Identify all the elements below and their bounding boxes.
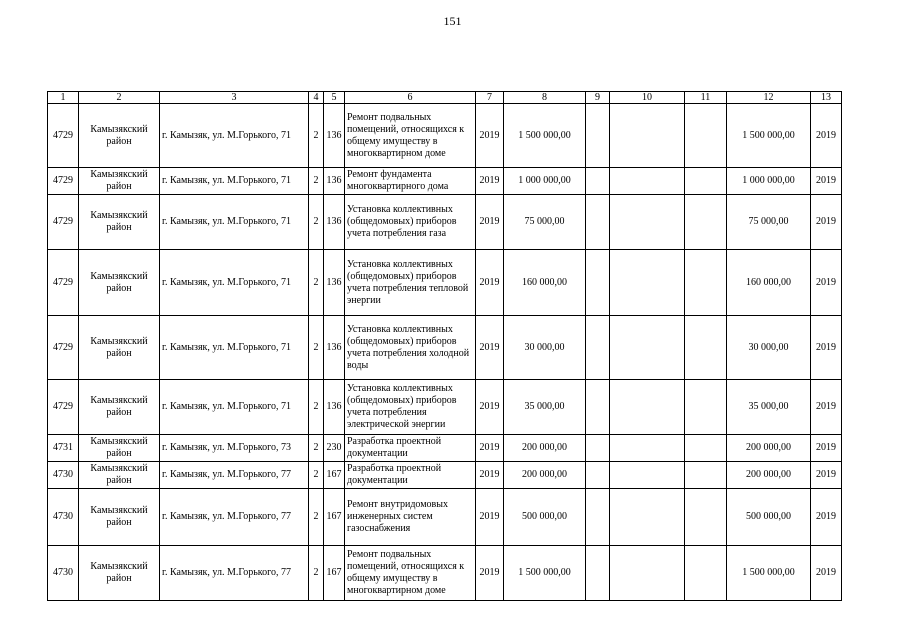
work-type: Ремонт фундамента многоквартирного дома (345, 168, 476, 195)
total-amount: 75 000,00 (727, 195, 811, 250)
col-11-value (685, 462, 727, 489)
column-header: 3 (160, 92, 309, 104)
table-row (48, 546, 842, 601)
district: Камызякский район (79, 250, 160, 316)
amount: 30 000,00 (504, 316, 586, 380)
col-4-value: 2 (309, 250, 324, 316)
address: г. Камызяк, ул. М.Горького, 77 (160, 462, 309, 489)
amount: 200 000,00 (504, 435, 586, 462)
completion-year: 2019 (811, 435, 842, 462)
work-type: Установка коллективных (общедомовых) приборов учета потребления газа (345, 195, 476, 250)
col-4-value: 2 (309, 546, 324, 601)
col-11-value (685, 168, 727, 195)
col-9-value (586, 380, 610, 435)
total-amount: 1 000 000,00 (727, 168, 811, 195)
completion-year: 2019 (811, 195, 842, 250)
col-10-value (610, 104, 685, 168)
column-header: 10 (610, 92, 685, 104)
year: 2019 (476, 435, 504, 462)
table-row (48, 316, 842, 380)
district: Камызякский район (79, 462, 160, 489)
address: г. Камызяк, ул. М.Горького, 77 (160, 546, 309, 601)
total-amount: 30 000,00 (727, 316, 811, 380)
amount: 200 000,00 (504, 462, 586, 489)
table-row (48, 435, 842, 462)
column-header: 8 (504, 92, 586, 104)
house-id: 4730 (48, 489, 79, 546)
column-header: 1 (48, 92, 79, 104)
col-10-value (610, 435, 685, 462)
amount: 160 000,00 (504, 250, 586, 316)
year: 2019 (476, 195, 504, 250)
col-11-value (685, 250, 727, 316)
col-11-value (685, 489, 727, 546)
col-9-value (586, 104, 610, 168)
district: Камызякский район (79, 316, 160, 380)
table-row (48, 250, 842, 316)
col-9-value (586, 462, 610, 489)
district: Камызякский район (79, 104, 160, 168)
col-9-value (586, 168, 610, 195)
col-11-value (685, 195, 727, 250)
work-type: Разработка проектной документации (345, 435, 476, 462)
district: Камызякский район (79, 546, 160, 601)
col-9-value (586, 195, 610, 250)
total-amount: 35 000,00 (727, 380, 811, 435)
column-header: 13 (811, 92, 842, 104)
column-header: 11 (685, 92, 727, 104)
col-5-value: 167 (324, 462, 345, 489)
work-type: Разработка проектной документации (345, 462, 476, 489)
table-row (48, 489, 842, 546)
col-5-value: 167 (324, 489, 345, 546)
total-amount: 200 000,00 (727, 462, 811, 489)
house-id: 4731 (48, 435, 79, 462)
address: г. Камызяк, ул. М.Горького, 73 (160, 435, 309, 462)
col-10-value (610, 546, 685, 601)
col-5-value: 136 (324, 168, 345, 195)
year: 2019 (476, 546, 504, 601)
table-row (48, 195, 842, 250)
total-amount: 500 000,00 (727, 489, 811, 546)
work-type: Установка коллективных (общедомовых) приборов учета потребления холодной воды (345, 316, 476, 380)
col-10-value (610, 250, 685, 316)
total-amount: 1 500 000,00 (727, 546, 811, 601)
column-number-row (48, 92, 842, 104)
col-4-value: 2 (309, 168, 324, 195)
col-10-value (610, 462, 685, 489)
col-10-value (610, 195, 685, 250)
col-9-value (586, 489, 610, 546)
work-type: Ремонт подвальных помещений, относящихся к общему имуществу в многоквартирном доме (345, 104, 476, 168)
col-9-value (586, 316, 610, 380)
district: Камызякский район (79, 380, 160, 435)
completion-year: 2019 (811, 489, 842, 546)
col-5-value: 136 (324, 380, 345, 435)
col-11-value (685, 380, 727, 435)
amount: 1 000 000,00 (504, 168, 586, 195)
completion-year: 2019 (811, 104, 842, 168)
completion-year: 2019 (811, 316, 842, 380)
column-header: 4 (309, 92, 324, 104)
col-11-value (685, 435, 727, 462)
address: г. Камызяк, ул. М.Горького, 71 (160, 168, 309, 195)
house-id: 4729 (48, 168, 79, 195)
col-9-value (586, 250, 610, 316)
completion-year: 2019 (811, 250, 842, 316)
col-10-value (610, 316, 685, 380)
house-id: 4730 (48, 546, 79, 601)
capital-repair-table (47, 91, 842, 601)
work-type: Установка коллективных (общедомовых) приборов учета потребления тепловой энергии (345, 250, 476, 316)
column-header: 12 (727, 92, 811, 104)
address: г. Камызяк, ул. М.Горького, 71 (160, 104, 309, 168)
column-header: 2 (79, 92, 160, 104)
work-type: Ремонт внутридомовых инженерных систем газоснабжения (345, 489, 476, 546)
col-4-value: 2 (309, 195, 324, 250)
completion-year: 2019 (811, 380, 842, 435)
house-id: 4729 (48, 104, 79, 168)
year: 2019 (476, 168, 504, 195)
col-5-value: 136 (324, 316, 345, 380)
district: Камызякский район (79, 435, 160, 462)
total-amount: 160 000,00 (727, 250, 811, 316)
address: г. Камызяк, ул. М.Горького, 71 (160, 250, 309, 316)
year: 2019 (476, 462, 504, 489)
house-id: 4730 (48, 462, 79, 489)
district: Камызякский район (79, 168, 160, 195)
year: 2019 (476, 380, 504, 435)
house-id: 4729 (48, 195, 79, 250)
year: 2019 (476, 104, 504, 168)
completion-year: 2019 (811, 546, 842, 601)
col-10-value (610, 489, 685, 546)
column-header: 6 (345, 92, 476, 104)
house-id: 4729 (48, 316, 79, 380)
year: 2019 (476, 316, 504, 380)
address: г. Камызяк, ул. М.Горького, 71 (160, 380, 309, 435)
col-5-value: 136 (324, 104, 345, 168)
col-9-value (586, 546, 610, 601)
work-type: Установка коллективных (общедомовых) приборов учета потребления электрической энергии (345, 380, 476, 435)
address: г. Камызяк, ул. М.Горького, 71 (160, 195, 309, 250)
col-5-value: 136 (324, 195, 345, 250)
amount: 75 000,00 (504, 195, 586, 250)
work-type: Ремонт подвальных помещений, относящихся к общему имуществу в многоквартирном доме (345, 546, 476, 601)
col-4-value: 2 (309, 104, 324, 168)
col-9-value (586, 435, 610, 462)
amount: 500 000,00 (504, 489, 586, 546)
page-number: 151 (443, 14, 462, 28)
total-amount: 1 500 000,00 (727, 104, 811, 168)
col-4-value: 2 (309, 380, 324, 435)
district: Камызякский район (79, 489, 160, 546)
year: 2019 (476, 250, 504, 316)
table-row (48, 104, 842, 168)
column-header: 7 (476, 92, 504, 104)
col-11-value (685, 316, 727, 380)
completion-year: 2019 (811, 168, 842, 195)
col-4-value: 2 (309, 316, 324, 380)
house-id: 4729 (48, 250, 79, 316)
house-id: 4729 (48, 380, 79, 435)
col-11-value (685, 104, 727, 168)
total-amount: 200 000,00 (727, 435, 811, 462)
column-header: 9 (586, 92, 610, 104)
district: Камызякский район (79, 195, 160, 250)
amount: 35 000,00 (504, 380, 586, 435)
table-row (48, 168, 842, 195)
col-4-value: 2 (309, 489, 324, 546)
address: г. Камызяк, ул. М.Горького, 77 (160, 489, 309, 546)
completion-year: 2019 (811, 462, 842, 489)
table-row (48, 462, 842, 489)
col-10-value (610, 168, 685, 195)
address: г. Камызяк, ул. М.Горького, 71 (160, 316, 309, 380)
year: 2019 (476, 489, 504, 546)
table-row (48, 380, 842, 435)
col-11-value (685, 546, 727, 601)
col-4-value: 2 (309, 435, 324, 462)
col-10-value (610, 380, 685, 435)
amount: 1 500 000,00 (504, 104, 586, 168)
col-4-value: 2 (309, 462, 324, 489)
col-5-value: 136 (324, 250, 345, 316)
col-5-value: 230 (324, 435, 345, 462)
amount: 1 500 000,00 (504, 546, 586, 601)
column-header: 5 (324, 92, 345, 104)
col-5-value: 167 (324, 546, 345, 601)
